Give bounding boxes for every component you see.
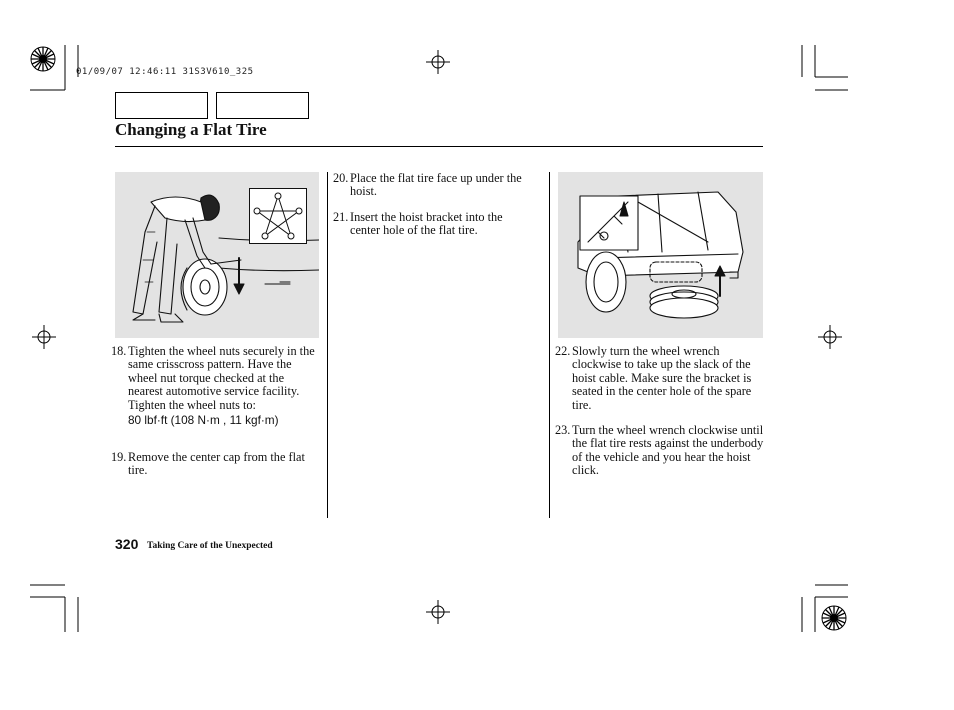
section-name: Taking Care of the Unexpected [147,541,273,551]
step-number: 20. [333,171,349,185]
title-rule [115,146,763,147]
starburst-registration-icon [821,605,847,631]
section-tab-box [115,92,208,119]
step-number: 22. [555,344,571,358]
registration-target-icon [426,600,450,624]
step-sub-text: Tighten the wheel nuts to: [128,397,256,412]
step-number: 21. [333,210,349,224]
column-divider [327,172,328,518]
hoist-spare-tire-illustration [558,172,763,338]
step-18 [111,345,321,427]
crisscross-pattern-icon [249,188,307,244]
page-number: 320 [115,536,139,552]
torque-spec: 80 lbf·ft (108 N·m , 11 kgf·m) [128,413,279,428]
step-text: Place the flat tire face up under the hoist. [350,171,522,199]
step-21 [333,211,533,238]
registration-target-icon [818,325,842,349]
column-divider [549,172,550,518]
step-text: Tighten the wheel nuts securely in the same crisscross pattern. Have the wheel nut torque checked at the nearest automotive service facility. [128,344,315,399]
step-text: Slowly turn the wheel wrench clockwise to take up the slack of the hoist cable. Make sure the bracket is seated in the center hole of the spare tire. [572,344,752,412]
registration-target-icon [32,325,56,349]
step-19 [111,451,321,478]
step-23 [555,424,765,478]
wheel-nut-tightening-illustration [115,172,319,338]
step-number: 18. [111,344,127,358]
step-number: 19. [111,450,127,464]
step-number: 23. [555,423,571,437]
starburst-registration-icon [30,46,56,72]
registration-target-icon [426,50,450,74]
step-text: Turn the wheel wrench clockwise until the flat tire rests against the underbody of the vehicle and you hear the hoist click. [572,423,764,478]
section-tab-box [216,92,309,119]
print-stamp: 01/09/07 12:46:11 31S3V610_325 [76,67,254,77]
page-title: Changing a Flat Tire [115,120,267,139]
step-22 [555,345,765,412]
step-text: Insert the hoist bracket into the center hole of the flat tire. [350,210,503,238]
step-text: Remove the center cap from the flat tire. [128,450,305,478]
vehicle-rear-hoist-icon [558,172,763,338]
step-20 [333,172,533,199]
